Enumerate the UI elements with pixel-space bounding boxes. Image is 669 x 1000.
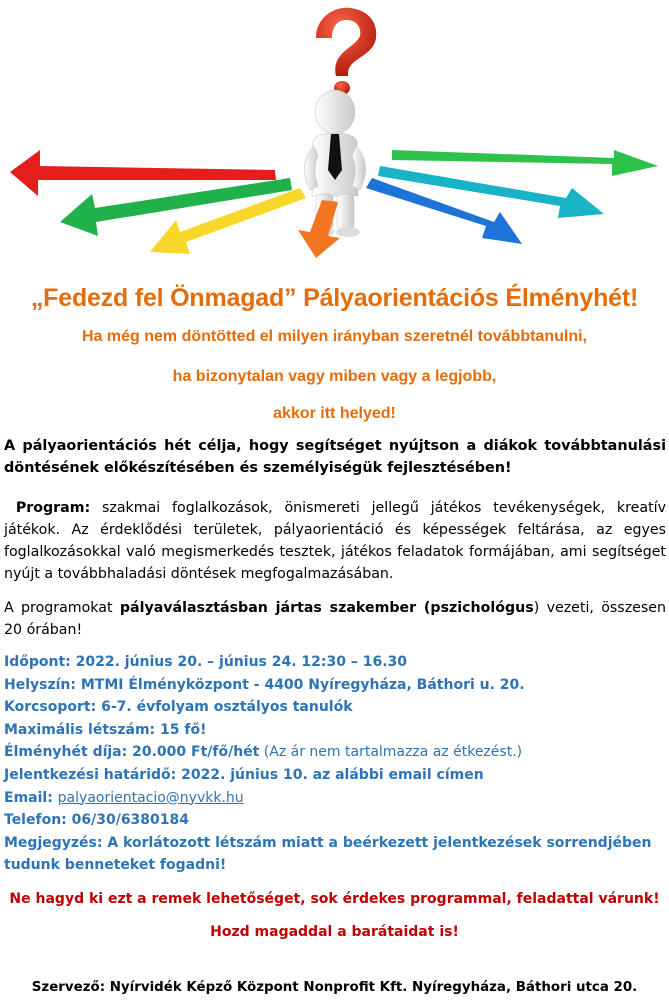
fee-note: (Az ár nem tartalmazza az étkezést.) [259,744,523,761]
program-text: szakmai foglalkozások, önismereti jellegű játékos tevékenységek, kreatív játékok. Az érdeklődési területek, pályaorientáció és képességek feltárása, az egyes foglalkozásokkal való megismerkedés tesztek, játékos feladatok formájában, ami segítséget nyújt a továbbhaladási döntések megfogalmazásában. [4,500,666,582]
person-figure-icon [305,90,366,237]
detail-place: Helyszín: MTMI Élményközpont - 4400 Nyíregyháza, Báthori u. 20. [4,676,525,693]
orange-arrow-icon [298,200,340,258]
leader-expert: pályaválasztásban jártas szakember (pszichológus [119,600,534,616]
green-right-arrow-icon [392,150,658,176]
leader-rest: ) vezeti, összesen 20 órában! [4,600,666,638]
leader-pre: A programokat [4,600,120,616]
detail-deadline: Jelentkezési határidő: 2022. június 10. az alábbi email címen [4,766,484,783]
hero-illustration [0,0,669,262]
details-block [4,651,666,877]
question-mark-icon [316,8,376,95]
detail-max-participants: Maximális létszám: 15 fő! [4,721,207,738]
email-label: Email: [4,789,58,806]
closing-line-1: Ne hagyd ki ezt a remek lehetőséget, sok érdekes programmal, feladattal várunk! [9,891,660,907]
program-label: Program: [15,500,91,516]
goal-paragraph: A pályaorientációs hét célja, hogy segítséget nyújtson a diákok továbbtanulási döntésének előkészítésében és személyiségük fejlesztésében! [4,438,666,476]
email-link[interactable]: palyaorientacio@nyvkk.hu [57,789,244,806]
detail-fee [4,741,666,764]
detail-age-group: Korcsoport: 6-7. évfolyam osztályos tanulók [4,699,353,716]
teal-arrow-icon [378,166,604,218]
page-title: „Fedezd fel Önmagad” Pályaorientációs Élményhét! [30,284,639,312]
organizer-footer: Szervező: Nyírvidék Képző Központ Nonprofit Kft. Nyíregyháza, Báthori utca 20. [31,980,638,995]
subtitle-line-2: ha bizonytalan vagy miben vagy a legjobb, [172,368,497,385]
fee-value: Élményhét díja: 20.000 Ft/fő/hét [4,744,260,761]
detail-email [4,787,666,810]
leader-paragraph [4,597,666,641]
detail-time: Időpont: 2022. június 20. – június 24. 12:30 – 16.30 [4,654,408,670]
subtitle-line-3: akkor itt helyed! [273,405,396,422]
program-paragraph [4,497,666,585]
detail-note: Megjegyzés: A korlátozott létszám miatt a beérkezett jelentkezések sorrendjében tudunk benneteket fogadni! [4,834,652,874]
subtitle-line-1: Ha még nem döntötted el milyen irányban szeretnél továbbtanulni, [82,328,587,345]
detail-phone: Telefon: 06/30/6380184 [4,812,190,829]
closing-line-2: Hozd magaddal a barátaidat is! [210,924,459,940]
